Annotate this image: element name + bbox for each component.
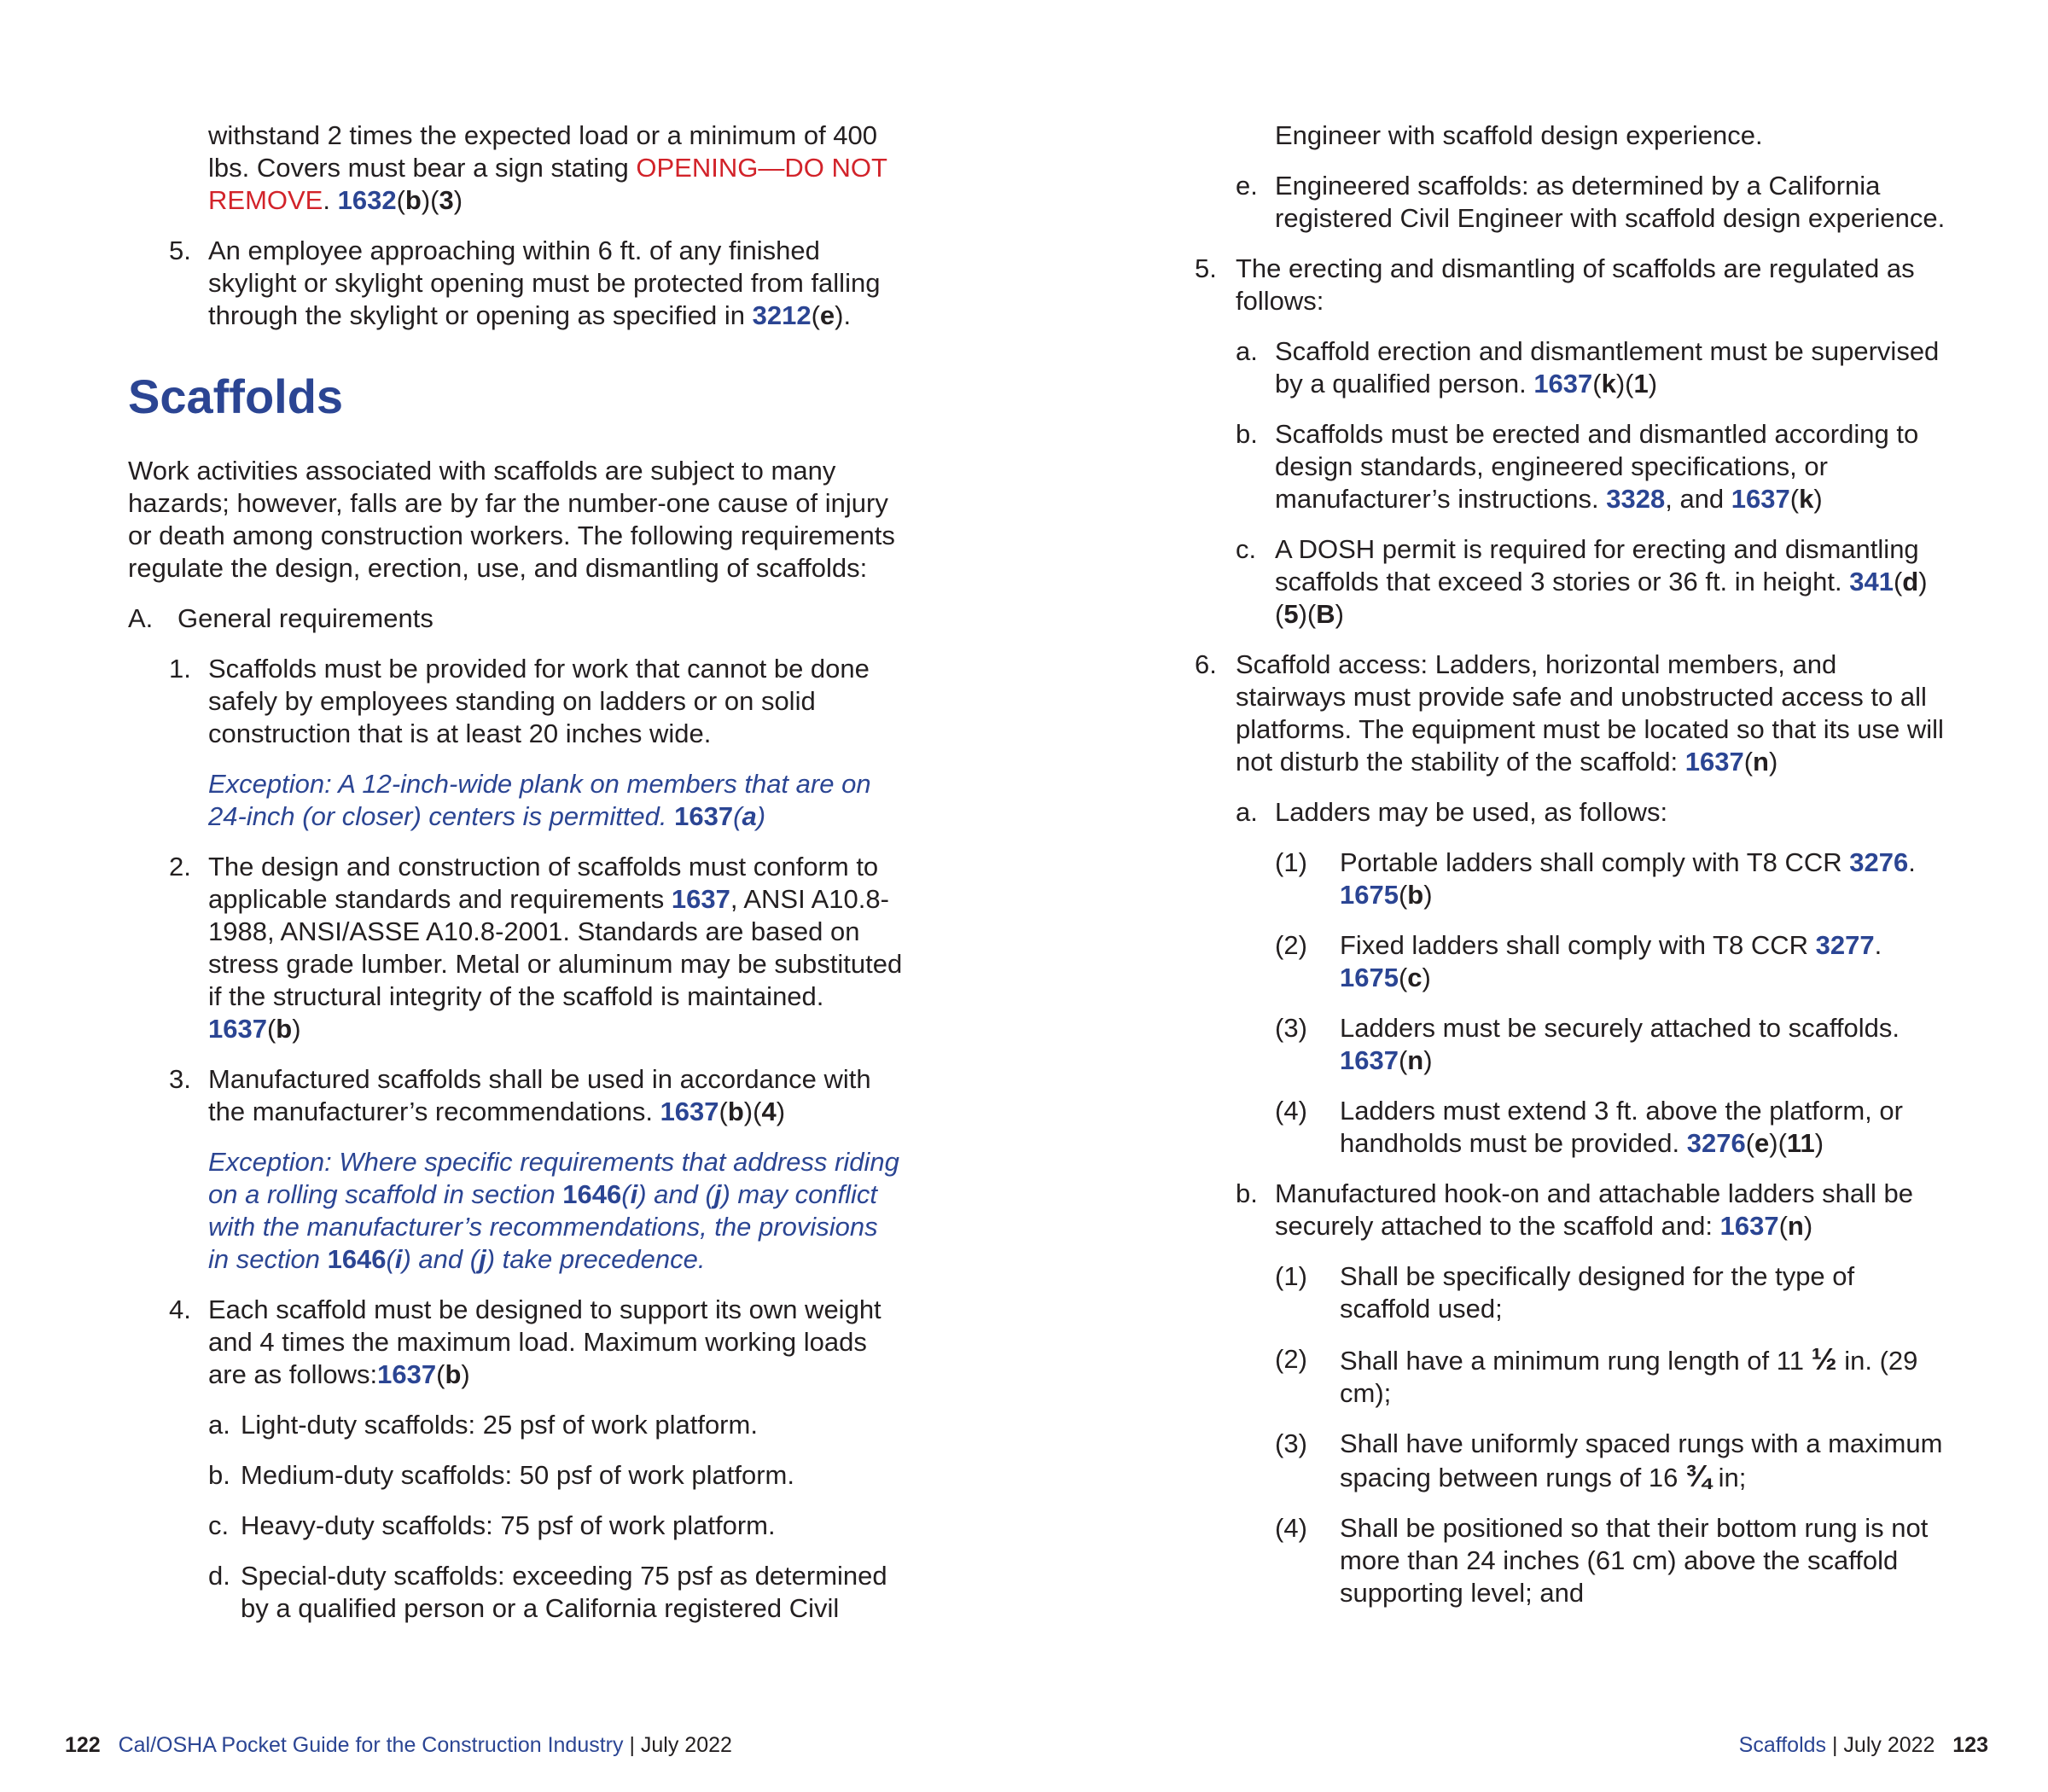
reference-1637[interactable]: 1637 — [674, 801, 734, 831]
section-name: Scaffolds — [1738, 1733, 1827, 1757]
item-text: Scaffolds must be erected and dismantled according to design standards, engineered specifications, or manufacturer’s instructions. — [1275, 419, 1919, 514]
list-item-6a-1: (1) Portable ladders shall comply with T8 CCR 3276. 1675(b) — [1275, 847, 1916, 910]
list-item-5c: c. A DOSH permit is required for erecting and dismantling scaffolds that exceed 3 stories or 36 ft. in height. 341(d)(5)(B) — [1236, 534, 1928, 629]
list-item-4c — [128, 1510, 905, 1542]
fraction-half: ½ — [1811, 1341, 1837, 1376]
list-item-6a — [1195, 796, 1946, 829]
item-text: Ladders must extend 3 ft. above the platform, or handholds must be provided. — [1340, 1096, 1903, 1158]
exception-text: Exception: Where specific requirements that address riding on a rolling scaffold in section — [208, 1147, 899, 1209]
list-item-1 — [128, 653, 905, 750]
list-item-5 — [1195, 253, 1946, 317]
reference-1637[interactable]: 1637 — [660, 1097, 719, 1126]
item-number: (1) — [1275, 1261, 1307, 1291]
item-letter: e. — [1236, 171, 1258, 201]
reference-1646[interactable]: 1646 — [562, 1179, 622, 1209]
list-item-3: 3. Manufactured scaffolds shall be used in accordance with the manufacturer’s recommendations. 1637(b)(4) — [169, 1064, 871, 1126]
list-item-6a-4: (4) Ladders must extend 3 ft. above the platform, or handholds must be provided. 3276(e)(11) — [1275, 1096, 1903, 1158]
item-text: in; — [1711, 1463, 1747, 1492]
list-item-2: 2. The design and construction of scaffolds must conform to applicable standards and requirements 1637, ANSI A10.8-1988, ANSI/ASSE A10.8-2001. Standards are based on stress grade lumber. Metal or aluminum may be substituted if the structural integrity of the scaffold is maintained. 1637(b) — [169, 852, 903, 1044]
intro-paragraph: Work activities associated with scaffolds are subject to many hazards; however, falls are by far the number-one cause of injury or death among construction workers. The following requirements regulate the design, erection, use, and dismantling of scaffolds: — [128, 456, 895, 583]
list-item-6a-3: (3) Ladders must be securely attached to scaffolds. 1637(n) — [1275, 1013, 1900, 1075]
item-number: 1. — [169, 654, 191, 684]
item-text: Fixed ladders shall comply with T8 CCR — [1340, 930, 1816, 960]
right-page-column — [1195, 119, 1946, 1627]
reference-1675[interactable]: 1675 — [1340, 880, 1399, 910]
item-letter: b. — [1236, 419, 1258, 449]
item-text: Ladders may be used, as follows: — [1275, 797, 1668, 827]
item-text: Each scaffold must be designed to support its own weight and 4 times the maximum load. Maximum working loads are as follows: — [208, 1295, 881, 1389]
item-number: (4) — [1275, 1513, 1307, 1543]
section-label: General requirements — [177, 603, 433, 633]
reference-1637[interactable]: 1637 — [1533, 369, 1593, 399]
item-number: 5. — [169, 236, 191, 265]
reference-3328[interactable]: 3328 — [1606, 484, 1666, 514]
item-number: (3) — [1275, 1428, 1307, 1458]
right-footer — [1739, 1732, 1988, 1758]
item-text: Shall be specifically designed for the type of scaffold used; — [1340, 1261, 1855, 1324]
continued-paragraph: Engineer with scaffold design experience. — [1275, 120, 1763, 150]
item-letter: b. — [208, 1460, 230, 1490]
reference-341[interactable]: 341 — [1849, 567, 1894, 596]
list-item-6b-4 — [1195, 1512, 1946, 1609]
page-number: 122 — [65, 1733, 101, 1757]
item-text: Scaffolds must be provided for work that cannot be done safely by employees standing on ladders or on solid construction that is at least 20 inches wide. — [208, 654, 870, 748]
list-item-4: 4. Each scaffold must be designed to support its own weight and 4 times the maximum load. Maximum working loads are as follows:1637(b) — [169, 1295, 881, 1389]
reference-1675[interactable]: 1675 — [1340, 963, 1399, 992]
list-item-4d — [128, 1560, 905, 1625]
item-number: (2) — [1275, 1344, 1307, 1374]
item-number: 2. — [169, 852, 191, 881]
item-letter: d. — [208, 1561, 230, 1591]
section-letter: A. — [128, 603, 154, 633]
footer-date: | July 2022 — [623, 1733, 732, 1757]
list-item-4b — [128, 1459, 905, 1492]
item-text: The erecting and dismantling of scaffolds are regulated as follows: — [1236, 253, 1915, 316]
page-number: 123 — [1952, 1733, 1988, 1757]
reference-1637[interactable]: 1637 — [1731, 484, 1790, 514]
reference-1637[interactable]: 1637 — [377, 1359, 437, 1389]
item-text: Manufactured hook-on and attachable ladders shall be securely attached to the scaffold and: — [1275, 1178, 1913, 1241]
reference-1637[interactable]: 1637 — [1719, 1211, 1779, 1241]
item-letter: a. — [1236, 797, 1258, 827]
cont-text: withstand 2 times the expected load or a minimum of 400 lbs. Covers must bear a sign stating — [208, 120, 878, 183]
item-text: Ladders must be securely attached to scaffolds. — [1340, 1013, 1900, 1043]
left-footer — [65, 1732, 732, 1758]
list-item-6b-3 — [1195, 1428, 1946, 1494]
reference-1637[interactable]: 1637 — [671, 884, 730, 914]
reference-1637[interactable]: 1637 — [1340, 1045, 1399, 1075]
item-number: 5. — [1195, 253, 1217, 283]
item-text: in. (29 cm); — [1340, 1346, 1918, 1408]
footer-date: | July 2022 — [1826, 1733, 1935, 1757]
reference-3212[interactable]: 3212 — [752, 300, 812, 330]
item-text: Heavy-duty scaffolds: 75 psf of work platform. — [241, 1510, 776, 1540]
warning-sign-text: OPENING—DO NOT REMOVE — [208, 153, 887, 215]
item-text: Scaffold access: Ladders, horizontal members, and stairways must provide safe and unobstructed access to all platforms. The equipment must be located so that its use will not disturb the stability of the scaffold: — [1236, 649, 1944, 777]
item-number: (1) — [1275, 847, 1307, 877]
list-item-5: 5. An employee approaching within 6 ft. of any finished skylight or skylight opening must be protected from falling through the skylight or opening as specified in 3212(e). — [169, 236, 881, 330]
item-text: , and — [1665, 484, 1731, 514]
list-item-6a-2: (2) Fixed ladders shall comply with T8 CCR 3277. 1675(c) — [1275, 930, 1882, 992]
item-number: 3. — [169, 1064, 191, 1094]
section-title: Scaffolds — [128, 369, 344, 423]
continued-paragraph: withstand 2 times the expected load or a minimum of 400 lbs. Covers must bear a sign stating OPENING—DO NOT REMOVE. 1632(b)(3) — [208, 120, 887, 215]
guide-title: Cal/OSHA Pocket Guide for the Construction Industry — [118, 1733, 624, 1757]
item-text: The design and construction of scaffolds must conform to applicable standards and requirements — [208, 852, 879, 914]
exception-text: and ( — [646, 1179, 714, 1209]
reference-1646[interactable]: 1646 — [327, 1244, 387, 1274]
exception-note-1: Exception: A 12-inch-wide plank on members that are on 24-inch (or closer) centers is permitted. 1637(a) — [208, 769, 871, 831]
item-text: Scaffold erection and dismantlement must be supervised by a qualified person. — [1275, 336, 1940, 399]
item-text: A DOSH permit is required for erecting and dismantling scaffolds that exceed 3 stories or 36 ft. in height. — [1275, 534, 1919, 596]
list-item-6b-1 — [1195, 1260, 1946, 1325]
item-letter: a. — [1236, 336, 1258, 366]
fraction-three-quarters: ¾ — [1685, 1458, 1712, 1493]
item-text: , ANSI A10.8-1988, ANSI/ASSE A10.8-2001. Standards are based on stress grade lumber. Metal or aluminum may be substituted if the structural integrity of the scaffold is maintained. — [208, 884, 903, 1011]
item-letter: a. — [208, 1410, 230, 1440]
item-text: Special-duty scaffolds: exceeding 75 psf as determined by a qualified person or a California registered Civil — [241, 1561, 887, 1623]
list-item-e — [1195, 170, 1946, 235]
item-text: An employee approaching within 6 ft. of any finished skylight or skylight opening must be protected from falling through the skylight or opening as specified in — [208, 236, 881, 330]
exception-text: ) may conflict with the manufacturer’s recommendations, the provisions in section — [208, 1179, 878, 1274]
list-item-4a — [128, 1409, 905, 1441]
list-item-6: 6. Scaffold access: Ladders, horizontal members, and stairways must provide safe and unobstructed access to all platforms. The equipment must be located so that its use will not disturb the stability of the scaffold: 1637(n) — [1195, 649, 1944, 777]
section-a-heading — [128, 602, 905, 635]
item-number: (2) — [1275, 930, 1307, 960]
exception-note-3: Exception: Where specific requirements that address riding on a rolling scaffold in section 1646(i) and (j) may conflict with the manufacturer’s recommendations, the provisions in section 1646(i) and (j) take precedence. — [208, 1147, 899, 1274]
item-text: Medium-duty scaffolds: 50 psf of work platform. — [241, 1460, 794, 1490]
item-letter: c. — [1236, 534, 1257, 564]
exception-text: Exception: A 12-inch-wide plank on members that are on 24-inch (or closer) centers is permitted. — [208, 769, 871, 831]
list-item-6b: b. Manufactured hook-on and attachable ladders shall be securely attached to the scaffold and: 1637(n) — [1236, 1178, 1913, 1241]
item-text: Engineered scaffolds: as determined by a California registered Civil Engineer with scaffold design experience. — [1275, 171, 1946, 233]
item-letter: b. — [1236, 1178, 1258, 1208]
item-text: Shall have a minimum rung length of 11 — [1340, 1346, 1812, 1376]
list-item-5b: b. Scaffolds must be erected and dismantled according to design standards, engineered specifications, or manufacturer’s instructions. 3328, and 1637(k) — [1236, 419, 1919, 514]
list-item-5a: a. Scaffold erection and dismantlement must be supervised by a qualified person. 1637(k)(1) — [1236, 336, 1940, 399]
reference-3277[interactable]: 3277 — [1815, 930, 1875, 960]
reference-1632[interactable]: 1632 — [337, 185, 397, 215]
item-text: Light-duty scaffolds: 25 psf of work platform. — [241, 1410, 758, 1440]
reference-1637[interactable]: 1637 — [1684, 747, 1744, 777]
item-text: Manufactured scaffolds shall be used in accordance with the manufacturer’s recommendations. — [208, 1064, 871, 1126]
list-item-6b-2 — [1195, 1343, 1946, 1410]
item-text: Portable ladders shall comply with T8 CCR — [1340, 847, 1850, 877]
exception-text: take precedence. — [495, 1244, 706, 1274]
reference-3276[interactable]: 3276 — [1849, 847, 1909, 877]
item-text: Shall have uniformly spaced rungs with a maximum spacing between rungs of 16 — [1340, 1428, 1943, 1492]
item-number: 6. — [1195, 649, 1217, 679]
item-text: Shall be positioned so that their bottom rung is not more than 24 inches (61 cm) above the scaffold supporting level; and — [1340, 1513, 1929, 1608]
item-number: (3) — [1275, 1013, 1307, 1043]
item-letter: c. — [208, 1510, 230, 1540]
left-page-column — [128, 119, 905, 1643]
item-number: 4. — [169, 1295, 191, 1324]
reference-1637[interactable]: 1637 — [208, 1014, 267, 1044]
reference-3276[interactable]: 3276 — [1686, 1128, 1746, 1158]
item-number: (4) — [1275, 1096, 1307, 1126]
